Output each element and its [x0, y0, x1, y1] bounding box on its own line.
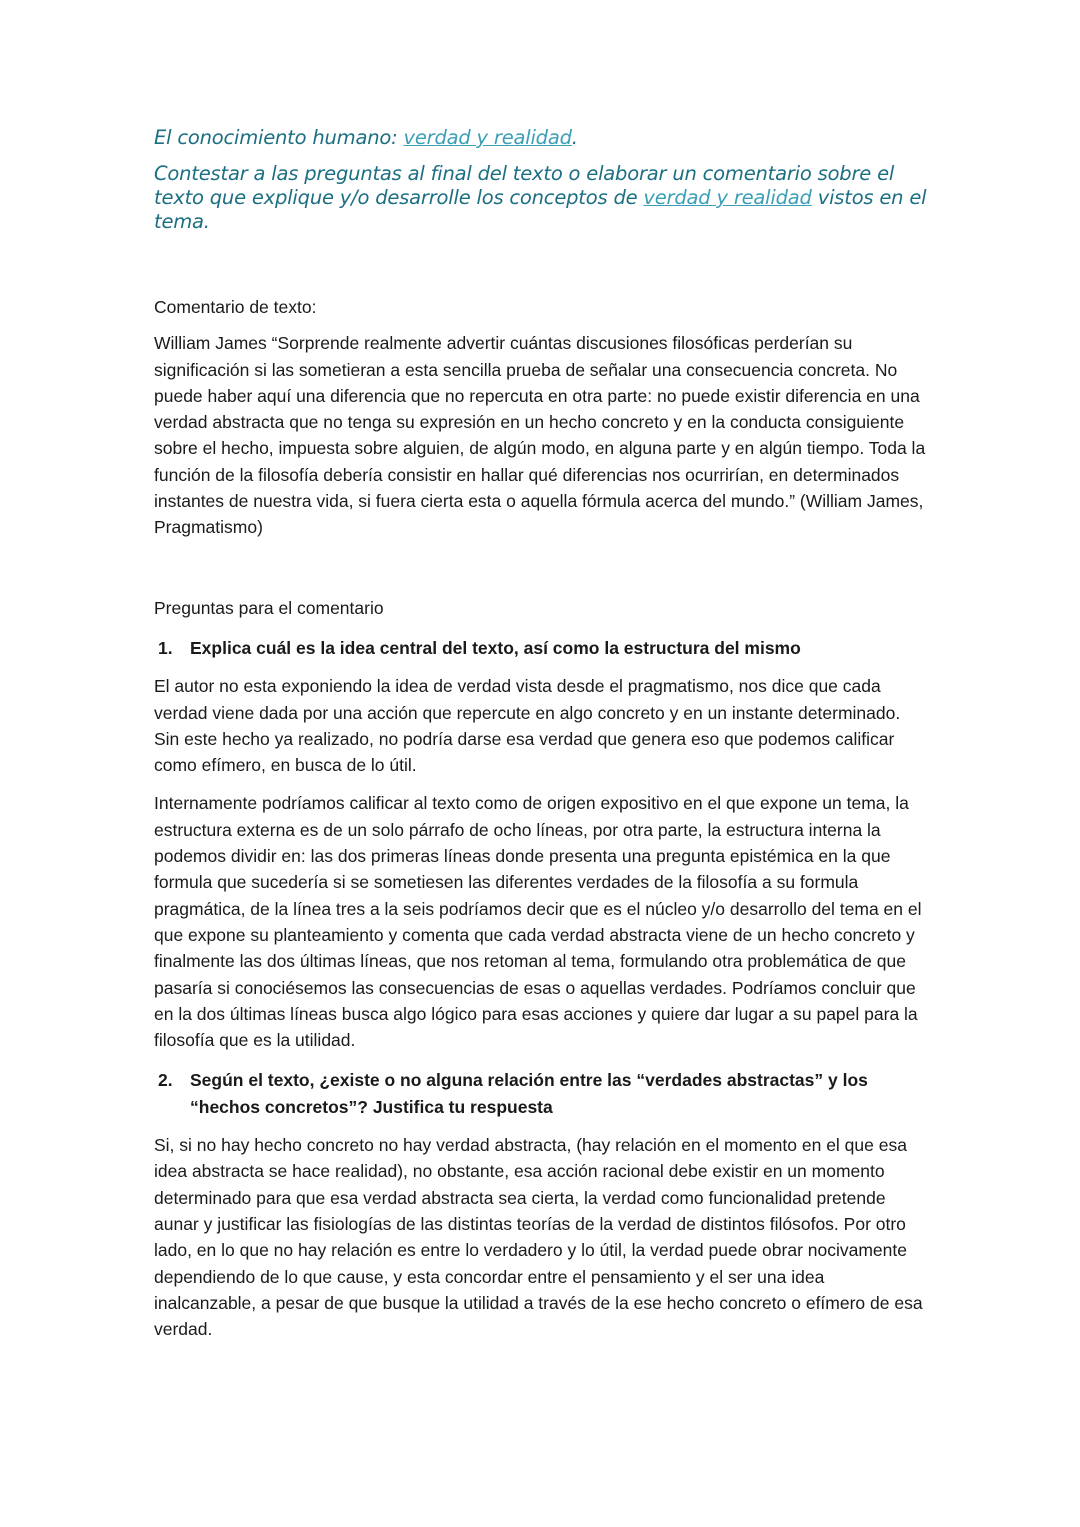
answer-1-paragraph-2: Internamente podríamos calificar al texto como de origen expositivo en el que expone un tema, la estructura externa es de un solo párrafo de ocho líneas, por otra parte, la estructura interna la podemos dividir en: las dos primeras líneas donde presenta una pregunta epistémica en la que formula que sucedería si se sometiesen las diferentes verdades de la filosofía a su formula pragmática, de la línea tres a la seis podríamos decir que es el núcleo y/o desarrollo del tema en el que expone su planteamiento y comenta que cada verdad abstracta viene de un hecho concreto y finalmente las dos últimas líneas, que nos retoman al tema, formulando otra problemática de que pasaría si conociésemos las consecuencias de esas o aquellas verdades. Podríamos concluir que en la dos últimas líneas busca algo lógico para esas acciones y quiere dar lugar a su papel para la filosofía que es la utilidad.: [154, 793, 922, 1051]
quote-paragraph: William James “Sorprende realmente advertir cuántas discusiones filosóficas perderían su significación si las sometieran a esta sencilla prueba de señalar una consecuencia concreta. No puede haber aquí una diferencia que no repercuta en otra parte: no puede existir diferencia en una verdad abstracta que no tenga su expresión en un hecho concreto y en la conducta consiguiente sobre el hecho, impuesta sobre alguien, de algún modo, en alguna parte y en algún tiempo. Toda la función de la filosofía debería consistir en hallar qué diferencias nos ocurrirían, en determinados instantes de nuestra vida, si fuera cierta esta o aquella fórmula acerca del mundo.” (William James, Pragmatismo): [154, 333, 926, 538]
document-title: [154, 126, 929, 150]
questions-label: Preguntas para el comentario: [154, 597, 384, 618]
instructions: [154, 162, 929, 234]
title-suffix: .: [571, 126, 578, 149]
question-2-number: 2.: [158, 1070, 173, 1091]
answer-2-paragraph-1: Si, si no hay hecho concreto no hay verdad abstracta, (hay relación en el momento en el que esa idea abstracta se hace realidad), no obstante, esa acción racional debe existir en un momento determinado para que esa verdad abstracta sea cierta, la verdad como funcionalidad pretende aunar y justificar las fisiologías de las distintas teorías de la verdad de distintos filósofos. Por otro lado, en lo que no hay relación es entre lo verdadero y lo útil, la verdad puede obrar nocivamente dependiendo de lo que cause, y esta concordar entre el pensamiento y el ser una idea inalcanzable, a pesar de que busque la utilidad a través de la ese hecho concreto o efímero de esa verdad.: [154, 1135, 923, 1340]
title-link-verdad-y-realidad[interactable]: verdad y realidad: [403, 126, 572, 149]
question-1: [154, 635, 929, 661]
question-2-text: Según el texto, ¿existe o no alguna relación entre las “verdades abstractas” y los “hechos concretos”? Justifica tu respuesta: [190, 1070, 868, 1117]
title-prefix: El conocimiento humano:: [154, 126, 404, 149]
instruction-suffix: vistos en el tema.: [154, 186, 927, 233]
question-2: [154, 1067, 929, 1120]
instruction-link-verdad-y-realidad[interactable]: verdad y realidad: [643, 186, 812, 209]
answer-1-paragraph-1: El autor no esta exponiendo la idea de verdad vista desde el pragmatismo, nos dice que cada verdad viene dada por una acción que repercute en algo concreto y en un instante determinado. Sin este hecho ya realizado, no podría darse esa verdad que genera eso que podemos calificar como efímero, en busca de lo útil.: [154, 676, 901, 776]
document-page: [154, 126, 929, 1342]
comment-label: Comentario de texto:: [154, 297, 317, 317]
instruction-prefix: Contestar a las preguntas al final del texto o elaborar un comentario sobre el texto que explique y/o desarrolle los conceptos de: [154, 162, 895, 209]
question-1-text: Explica cuál es la idea central del texto, así como la estructura del mismo: [190, 637, 801, 658]
question-1-number: 1.: [158, 637, 173, 658]
